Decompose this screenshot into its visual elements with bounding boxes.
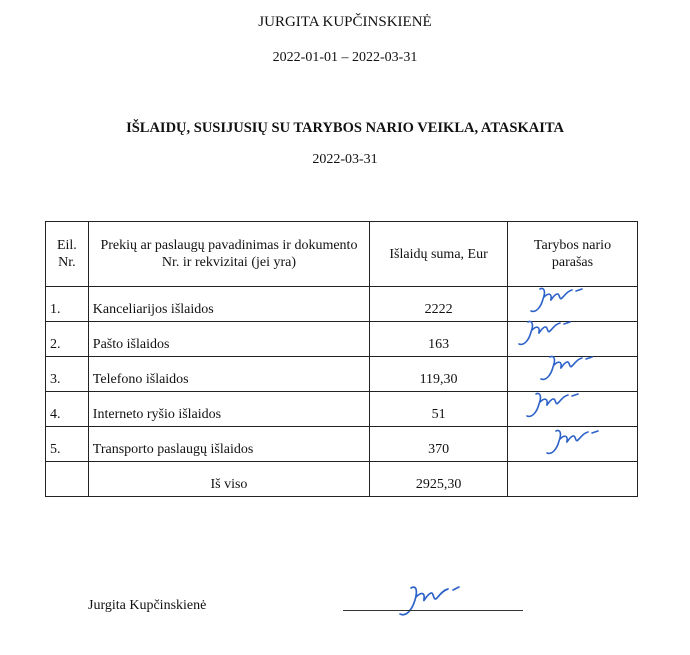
total-label: Iš viso: [88, 462, 369, 497]
table-row: [46, 427, 638, 462]
row-amount: 51: [370, 392, 508, 427]
column-header-name: Prekių ar paslaugų pavadinimas ir dokumento Nr. ir rekvizitai (jei yra): [88, 222, 369, 287]
total-amount: 2925,30: [370, 462, 508, 497]
signature-cell: [508, 357, 638, 392]
row-name: Telefono išlaidos: [88, 357, 369, 392]
report-date: 2022-03-31: [312, 152, 378, 167]
row-name: Pašto išlaidos: [88, 322, 369, 357]
row-number: 4.: [46, 392, 89, 427]
row-number: 5.: [46, 427, 89, 462]
row-number: 2.: [46, 322, 89, 357]
row-name: Transporto paslaugų išlaidos: [88, 427, 369, 462]
table-row: [46, 357, 638, 392]
table-header-row: [46, 222, 638, 287]
signature-cell: [508, 427, 638, 462]
footer-signer-name: Jurgita Kupčinskienė: [88, 598, 207, 613]
row-amount: 119,30: [370, 357, 508, 392]
expense-table: [45, 221, 638, 497]
report-title: IŠLAIDŲ, SUSIJUSIŲ SU TARYBOS NARIO VEIKLA, ATASKAITA: [126, 120, 564, 136]
column-header-no: Eil. Nr.: [46, 222, 89, 287]
signature-image: [536, 351, 598, 385]
signature-image: [526, 283, 588, 317]
row-amount: 2222: [370, 287, 508, 322]
signature-image: [542, 425, 604, 459]
signature-image: [522, 388, 584, 422]
total-signature-cell: [508, 462, 638, 497]
row-name: Interneto ryšio išlaidos: [88, 392, 369, 427]
row-amount: 163: [370, 322, 508, 357]
signature-image: [514, 316, 576, 350]
column-header-amount: Išlaidų suma, Eur: [370, 222, 508, 287]
row-number: 3.: [46, 357, 89, 392]
person-name: JURGITA KUPČINSKIENĖ: [258, 14, 432, 30]
total-row: [46, 462, 638, 497]
signature-line: [343, 610, 523, 611]
footer-signature-image: [395, 580, 465, 622]
report-period: 2022-01-01 – 2022-03-31: [272, 50, 418, 65]
row-amount: 370: [370, 427, 508, 462]
signature-cell: [508, 392, 638, 427]
column-header-signature: Tarybos nario parašas: [508, 222, 638, 287]
table-row: [46, 392, 638, 427]
total-empty-cell: [46, 462, 89, 497]
row-name: Kanceliarijos išlaidos: [88, 287, 369, 322]
row-number: 1.: [46, 287, 89, 322]
